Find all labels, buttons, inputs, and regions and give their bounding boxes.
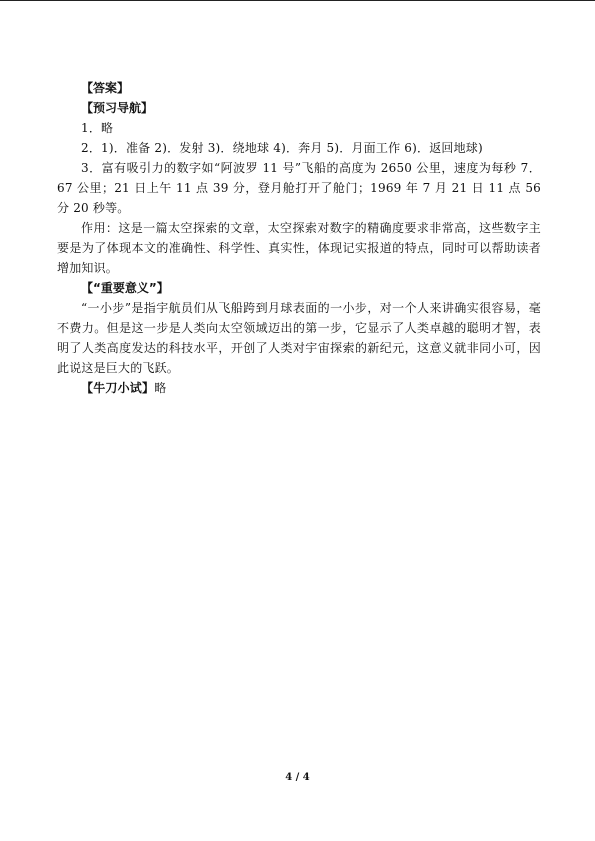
answer-heading: 【答案】	[81, 81, 130, 95]
significance-heading: 【“重要意义”】	[81, 281, 169, 295]
answer-item-2: 2．1)．准备 2)．发射 3)．绕地球 4)．奔月 5)．月面工作 6)．返回地球)	[81, 141, 483, 155]
trial-line	[57, 378, 541, 398]
significance-paragraph: “一小步”是指宇航员们从飞船跨到月球表面的一小步，对一个人来讲确实很容易，毫不费力。但是这一步是人类向太空领域迈出的第一步，它显示了人类卓越的聪明才智，表明了人类高度发达的科技水平，开创了人类对宇宙探索的新纪元，这意义就非同小可，因此说这是巨大的飞跃。	[57, 301, 541, 375]
header-rule	[0, 0, 595, 1]
answer-item-3: 3．富有吸引力的数字如“阿波罗 11 号”飞船的高度为 2650 公里，速度为每秒 7．67 公里；21 日上午 11 点 39 分，登月舱打开了舱门；1969 年 7 月 21 日 11 点 56 分 20 秒等。	[57, 161, 541, 215]
answer-item-1: 1．略	[81, 121, 114, 135]
page-number: 4 / 4	[285, 772, 310, 783]
preview-heading: 【预习导航】	[81, 101, 154, 115]
trial-heading: 【牛刀小试】	[81, 381, 155, 395]
document-body	[57, 78, 541, 398]
trial-text: 略	[154, 381, 167, 395]
function-paragraph: 作用：这是一篇太空探索的文章，太空探索对数字的精确度要求非常高，这些数字主要是为了体现本文的准确性、科学性、真实性，体现记实报道的特点，同时可以帮助读者增加知识。	[57, 221, 541, 275]
